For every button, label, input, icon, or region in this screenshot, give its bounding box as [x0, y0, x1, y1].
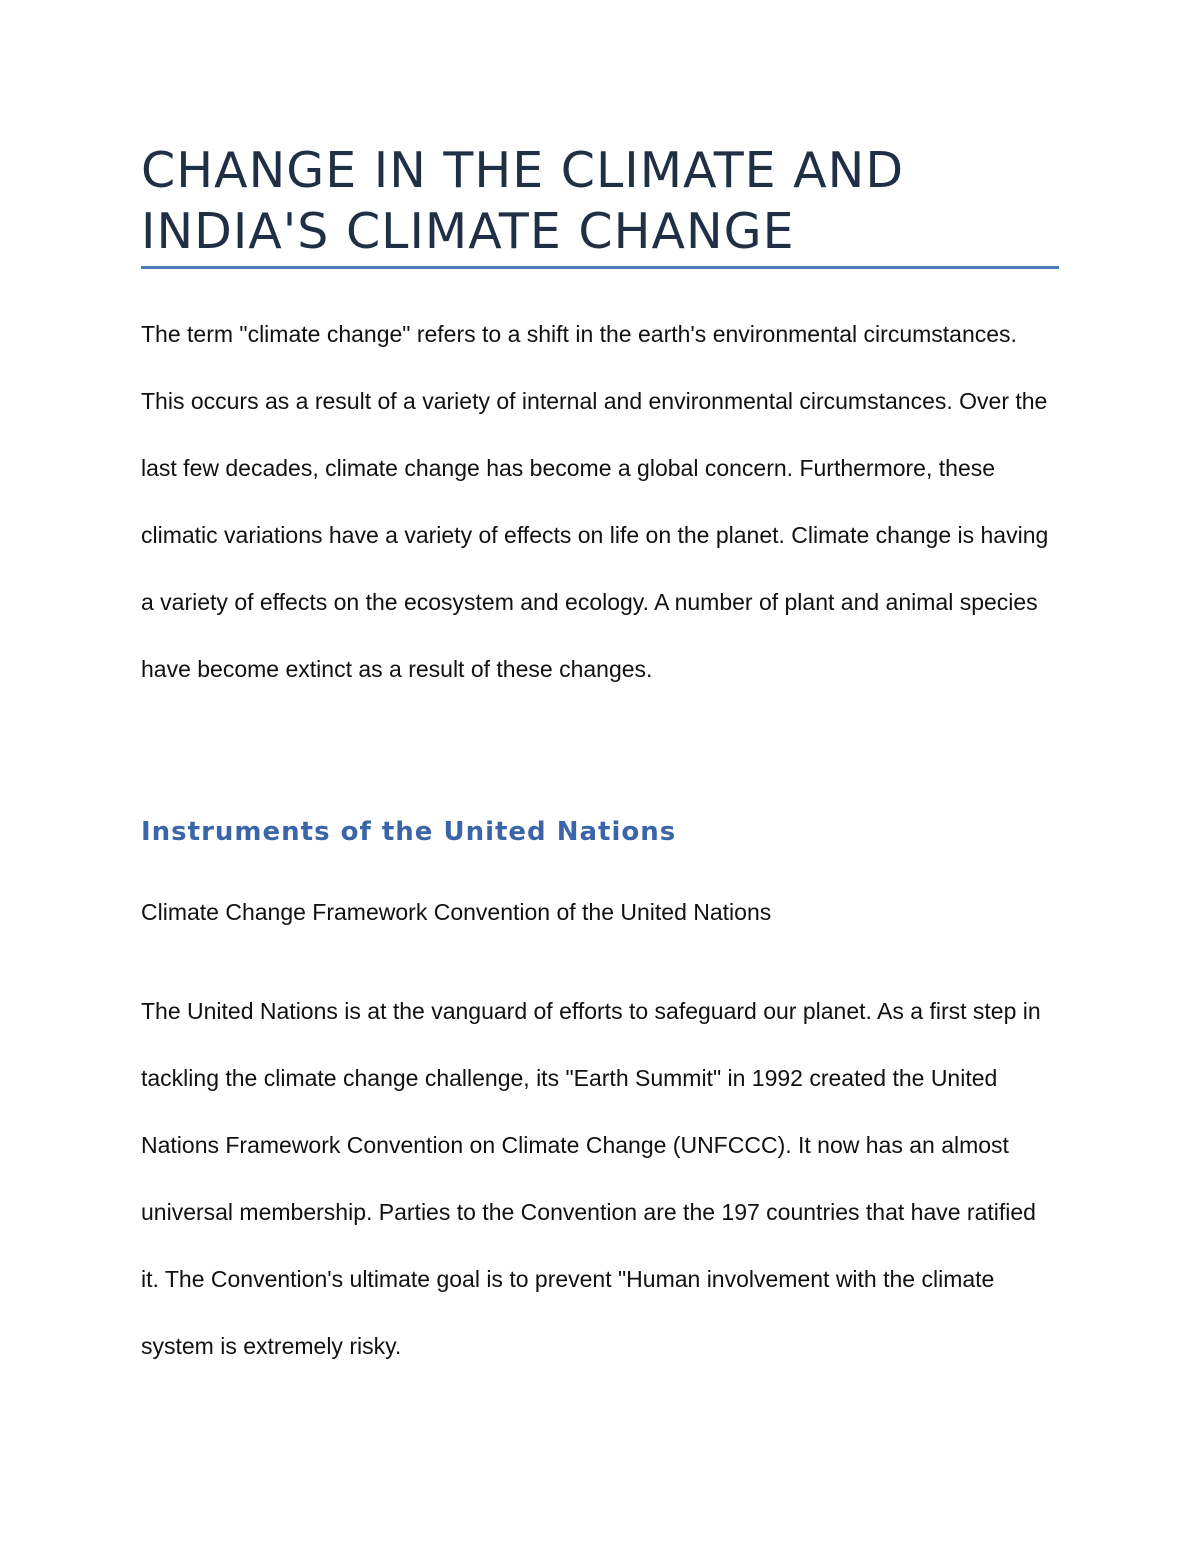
intro-paragraph: The term "climate change" refers to a shift in the earth's environmental circumstances. This occurs as a result of a variety of internal and environmental circumstances. Over the last few decades, climate change has become a global concern. Furthermore, these climatic variations have a variety of effects on life on the planet. Climate change is having a variety of effects on the ecosystem and ecology. A number of plant and animal species have become extinct as a result of these changes.: [141, 321, 1049, 682]
section-heading: Instruments of the United Nations: [141, 817, 677, 847]
section-paragraph: The United Nations is at the vanguard of efforts to safeguard our planet. As a first step in tackling the climate change challenge, its "Earth Summit" in 1992 created the United Nations Framework Convention on Climate Change (UNFCCC). It now has an almost universal membership. Parties to the Convention are the 197 countries that have ratified it. The Convention's ultimate goal is to prevent "Human involvement with the climate system is extremely risky.: [141, 998, 1041, 1359]
section-subheading: Climate Change Framework Convention of the United Nations: [141, 899, 772, 925]
title-underline-divider: [141, 266, 1059, 269]
document-title: CHANGE IN THE CLIMATE AND INDIA'S CLIMATE CHANGE: [141, 142, 905, 260]
